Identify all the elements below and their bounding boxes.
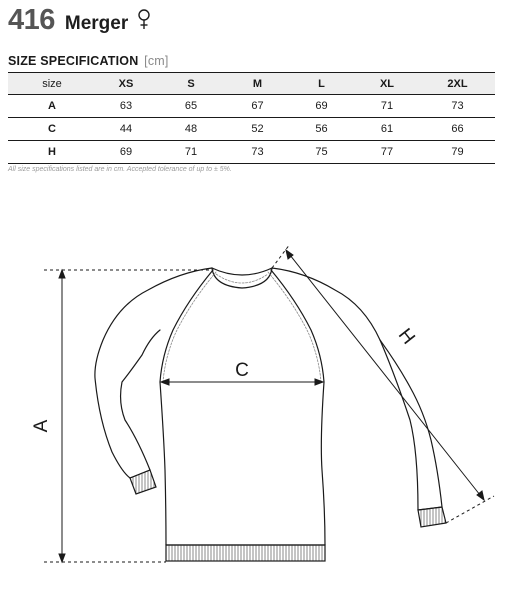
table-cell: 63 xyxy=(96,95,156,118)
dimension-a xyxy=(44,270,212,562)
dimension-h xyxy=(272,244,494,523)
table-cell: 79 xyxy=(420,141,495,164)
table-cell: 44 xyxy=(96,118,156,141)
footnote: All size specifications listed are in cm. Accepted tolerance of up to ± 5%. xyxy=(8,166,232,173)
model-name: Merger xyxy=(64,13,129,34)
table-cell: 52 xyxy=(226,118,289,141)
column-header-xl: XL xyxy=(354,73,420,95)
column-header-s: S xyxy=(156,73,226,95)
table-cell: 71 xyxy=(156,141,226,164)
label-a: A xyxy=(31,419,52,433)
table-cell: 69 xyxy=(289,95,354,118)
column-header-l: L xyxy=(289,73,354,95)
row-label: A xyxy=(8,95,96,118)
table-cell: 75 xyxy=(289,141,354,164)
column-header-xs: XS xyxy=(96,73,156,95)
row-label: C xyxy=(8,118,96,141)
column-header-m: M xyxy=(226,73,289,95)
hem-rib xyxy=(166,545,325,561)
left-cuff-rib xyxy=(130,470,156,494)
table-cell: 48 xyxy=(156,118,226,141)
table-cell: 71 xyxy=(354,95,420,118)
size-spec-title: SIZE SPECIFICATION xyxy=(8,54,139,68)
row-label: H xyxy=(8,141,96,164)
table-cell: 61 xyxy=(354,118,420,141)
sweatshirt-outline xyxy=(95,268,442,545)
label-h: H xyxy=(393,324,419,349)
table-cell: 73 xyxy=(226,141,289,164)
table-cell: 67 xyxy=(226,95,289,118)
label-c: C xyxy=(235,360,249,381)
column-header-size: size xyxy=(8,73,96,95)
table-cell: 77 xyxy=(354,141,420,164)
size-spec-unit: [cm] xyxy=(144,54,169,68)
table-cell: 69 xyxy=(96,141,156,164)
model-number: 416 xyxy=(8,4,55,36)
right-cuff-rib xyxy=(418,507,446,527)
table-cell: 73 xyxy=(420,95,495,118)
table-cell: 66 xyxy=(420,118,495,141)
table-cell: 65 xyxy=(156,95,226,118)
column-header-2xl: 2XL xyxy=(420,73,495,95)
table-cell: 56 xyxy=(289,118,354,141)
